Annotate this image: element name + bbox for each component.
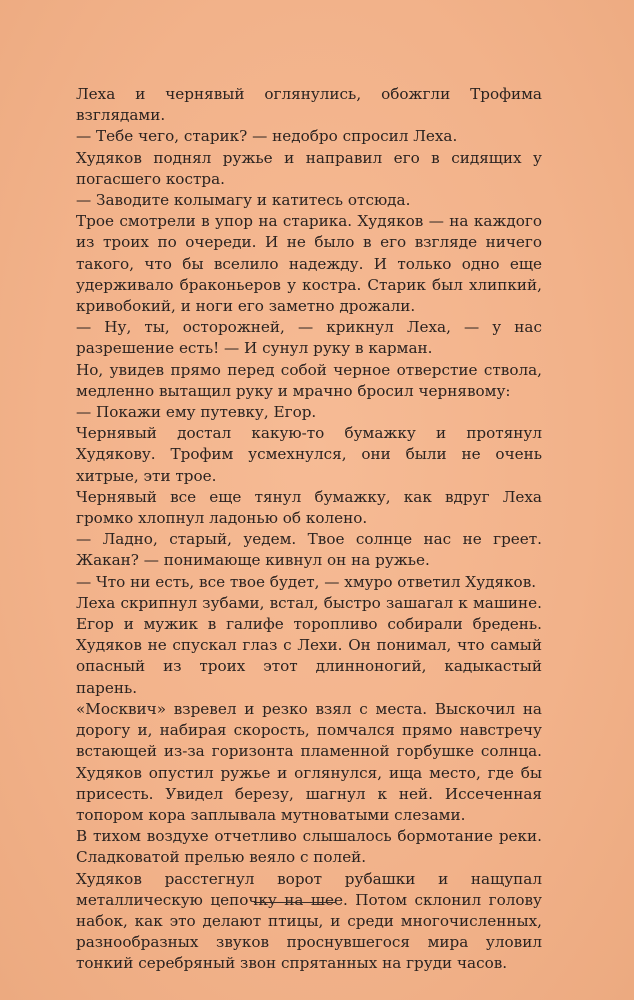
paragraph: — Что ни есть, все твое будет, — хмуро ответил Худяков. [76,572,537,591]
paragraph: Но, увидев прямо перед собой черное отверстие ствола, медленно вытащил руку и мрачно бросил чернявому: [76,360,542,400]
paragraph: Трое смотрели в упор на старика. Худяков — на каждого из троих по очереди. И не было в его взгляде ничего такого, что бы вселило надежду. И только одно еще удерживало браконьеров у костра. Старик был хлипкий, кривобокий, и ноги его заметно дрожали. [76,212,542,316]
paragraph: В тихом воздухе отчетливо слышалось бормотание реки. Сладковатой прелью веяло с полей. [76,827,542,867]
paragraph: Леха и чернявый оглянулись, обожгли Трофима взглядами. [76,85,542,125]
paragraph: «Москвич» взревел и резко взял с места. Выскочил на дорогу и, набирая скорость, помчался прямо навстречу встающей из-за горизонта пламенной горбушке солнца. Худяков опустил ружье и оглянулся, ища место, где бы присесть. Увидел березу, шагнул к ней. Иссеченная топором кора заплывала мутноватыми слезами. [76,699,542,824]
paragraph: Леха скрипнул зубами, встал, быстро зашагал к машине. Егор и мужик в галифе торопливо собирали бредень. Худяков не спускал глаз с Лехи. Он понимал, что самый опасный из троих этот длинноногий, кадыкастый парень. [76,593,542,697]
paragraph: Худяков расстегнул ворот рубашки и нащупал металлическую цепочку на шее. Потом склонил голову набок, как это делают птицы, и среди многочисленных, разнообразных звуков проснувшегося мира уловил тонкий серебряный звон спрятанных на груди часов. [76,869,542,973]
paragraph: Худяков поднял ружье и направил его в сидящих у погасшего костра. [76,148,542,188]
paragraph: Чернявый все еще тянул бумажку, как вдруг Леха громко хлопнул ладонью об колено. [76,487,542,528]
paragraph: — Тебе чего, старик? — недобро спросил Леха. [76,127,458,146]
paragraph: — Покажи ему путевку, Егор. [76,403,317,422]
end-rule [254,902,336,903]
paragraph: — Заводите колымагу и катитесь отсюда. [76,191,411,210]
paragraph: — Ну, ты, осторожней, — крикнул Леха, — у нас разрешение есть! — И сунул руку в карман. [76,318,542,358]
paragraph: — Ладно, старый, уедем. Твое солнце нас не греет. Жакан? — понимающе кивнул он на ружье. [76,530,542,570]
paragraph: Чернявый достал какую-то бумажку и протянул Худякову. Трофим усмехнулся, они были не очень хитрые, эти трое. [76,424,542,485]
story-text [76,84,542,975]
